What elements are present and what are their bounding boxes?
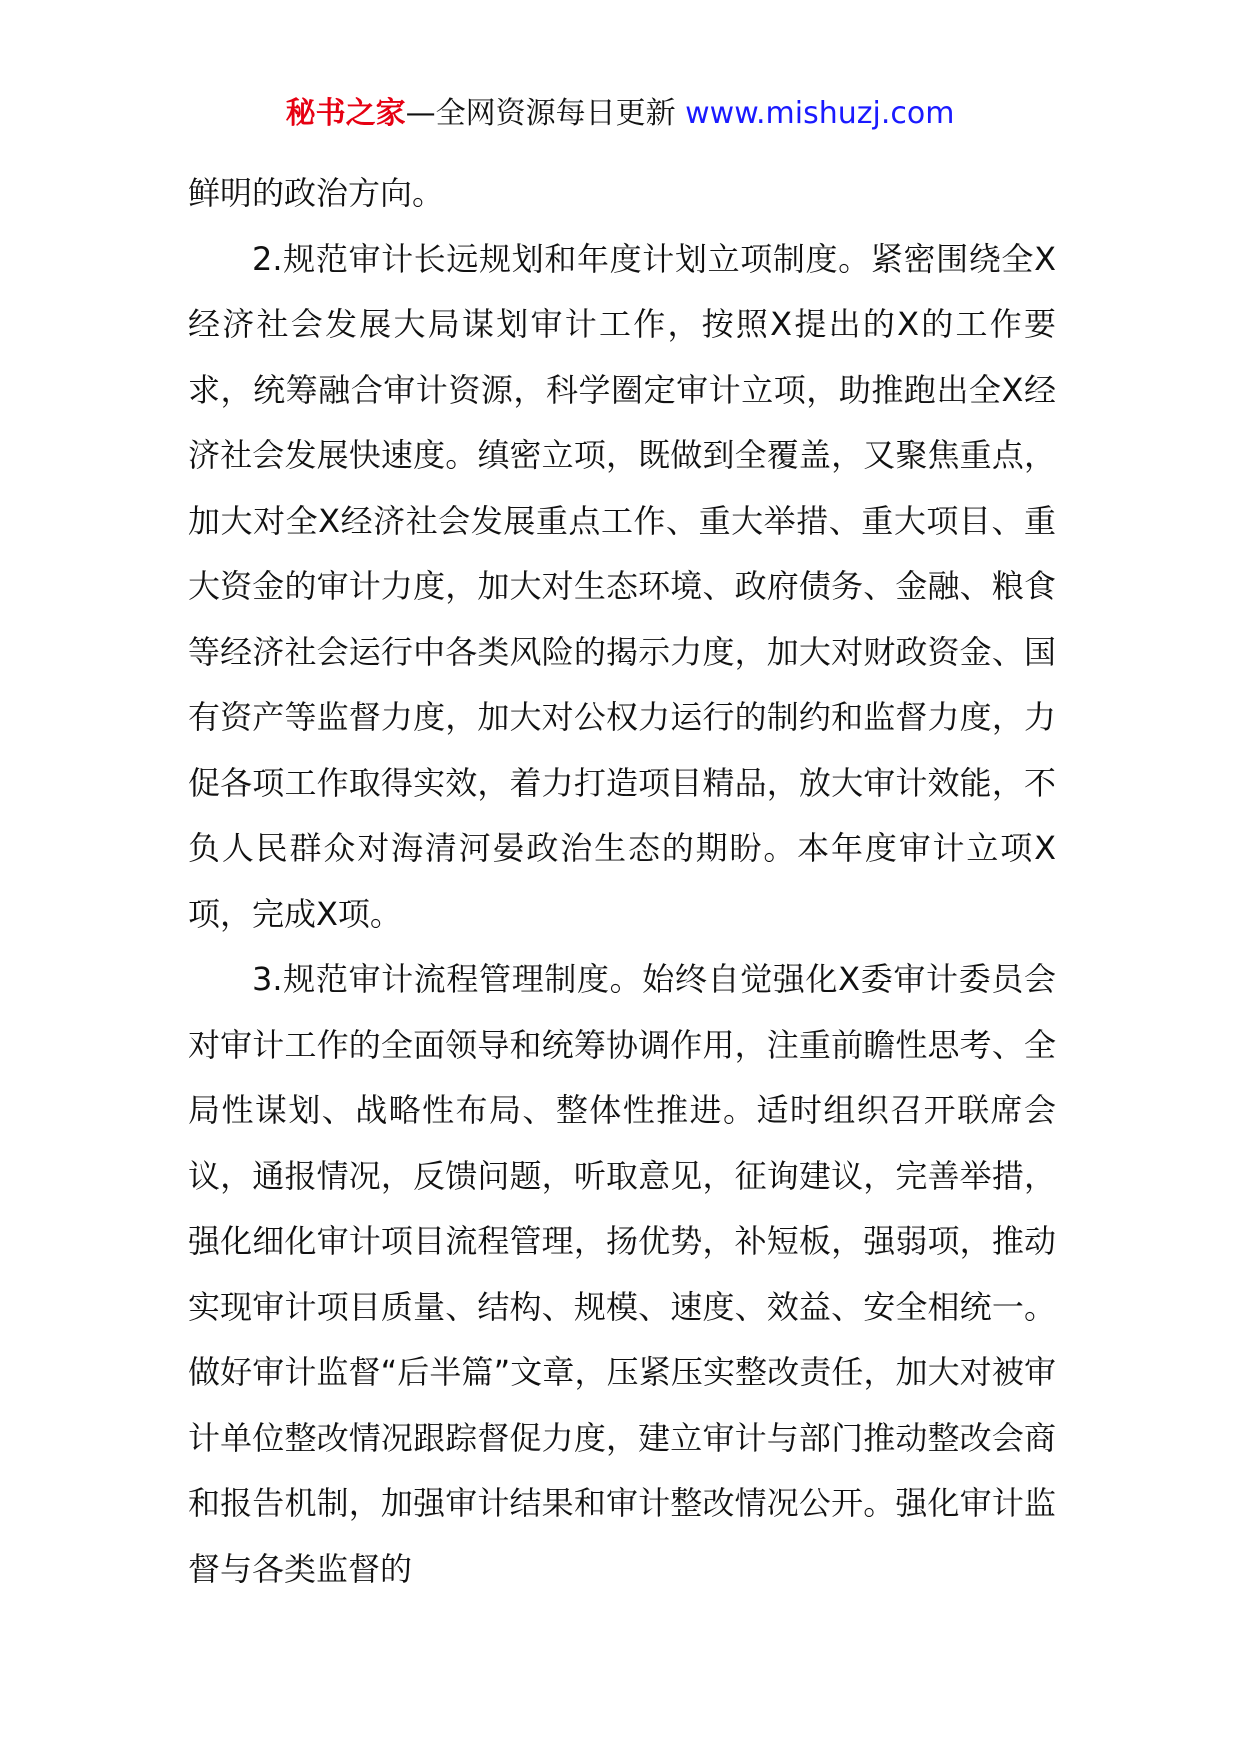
paragraph-item-2: 2.规范审计长远规划和年度计划立项制度。紧密围绕全X经济社会发展大局谋划审计工作，按照X提出的X的工作要求，统筹融合审计资源，科学圈定审计立项，助推跑出全X经济社会发展快速度。缜密立项，既做到全覆盖，又聚焦重点，加大对全X经济社会发展重点工作、重大举措、重大项目、重大资金的审计力度，加大对生态环境、政府债务、金融、粮食等经济社会运行中各类风险的揭示力度，加大对财政资金、国有资产等监督力度，加大对公权力运行的制约和监督力度，力促各项工作取得实效，着力打造项目精品，放大审计效能，不负人民群众对海清河晏政治生态的期盼。本年度审计立项X项，完成X项。 — [188, 239, 1056, 933]
paragraph-item-3: 3.规范审计流程管理制度。始终自觉强化X委审计委员会对审计工作的全面领导和统筹协调作用，注重前瞻性思考、全局性谋划、战略性布局、整体性推进。适时组织召开联席会议，通报情况，反馈问题，听取意见，征询建议，完善举措，强化细化审计项目流程管理，扬优势，补短板，强弱项，推动实现审计项目质量、结构、规模、速度、效益、安全相统一。做好审计监督“后半篇”文章，压紧压实整改责任，加大对被审计单位整改情况跟踪督促力度，建立审计与部门推动整改会商和报告机制，加强审计结果和审计整改情况公开。强化审计监督与各类监督的 — [188, 960, 1056, 1588]
brand-name: 秘书之家 — [285, 96, 406, 131]
header-tagline: —全网资源每日更新 — [405, 96, 676, 131]
site-header — [0, 94, 1240, 134]
document-body — [188, 161, 1056, 1602]
site-url-link[interactable]: www.mishuzj.com — [685, 96, 955, 131]
paragraph-continuation: 鲜明的政治方向。 — [188, 174, 445, 212]
